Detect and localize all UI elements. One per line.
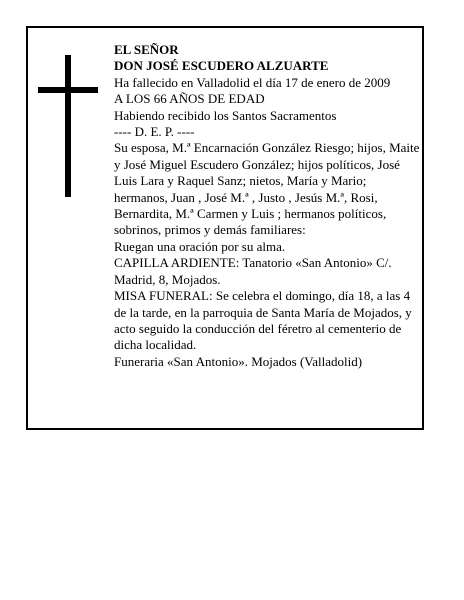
cross-icon: [38, 55, 98, 197]
death-info: Ha fallecido en Valladolid el día 17 de enero de 2009: [114, 74, 391, 90]
prayer-request: Ruegan una oración por su alma.: [114, 238, 286, 254]
title-line: EL SEÑOR: [114, 42, 179, 57]
family-paragraph: Su esposa, M.ª Encarnación González Riesgo; hijos, Maite y José Miguel Escudero González; hijos políticos, José Luis Lara y Raquel Sanz; nietos, María y Mario; hermanos, Juan , José M.ª , Justo , Jesús M.ª, Rosi, Bernardita, M.ª Carmen y Luis ; hermanos políticos, sobrinos, primos y demás familiares:: [114, 140, 420, 238]
age-line: A LOS 66 AÑOS DE EDAD: [114, 91, 265, 107]
funeral-mass-info: MISA FUNERAL: Se celebra el domingo, día 18, a las 4 de la tarde, en la parroquia de Santa María de Mojados, y acto seguido la conducción del féretro al cementerio de dicha localidad.: [114, 288, 412, 353]
sacraments-line: Habiendo recibido los Santos Sacramentos: [114, 107, 337, 123]
cross-vertical-bar: [65, 55, 71, 197]
deceased-name: DON JOSÉ ESCUDERO ALZUARTE: [114, 58, 329, 74]
funeral-home: Funeraria «San Antonio». Mojados (Valladolid): [114, 353, 363, 369]
chapel-info: CAPILLA ARDIENTE: Tanatorio «San Antonio» C/. Madrid, 8, Mojados.: [114, 255, 392, 287]
cross-horizontal-bar: [38, 87, 98, 93]
obituary-notice: [26, 26, 424, 430]
rip-line: ---- D. E. P. ----: [114, 124, 195, 140]
obituary-text: [114, 42, 420, 370]
